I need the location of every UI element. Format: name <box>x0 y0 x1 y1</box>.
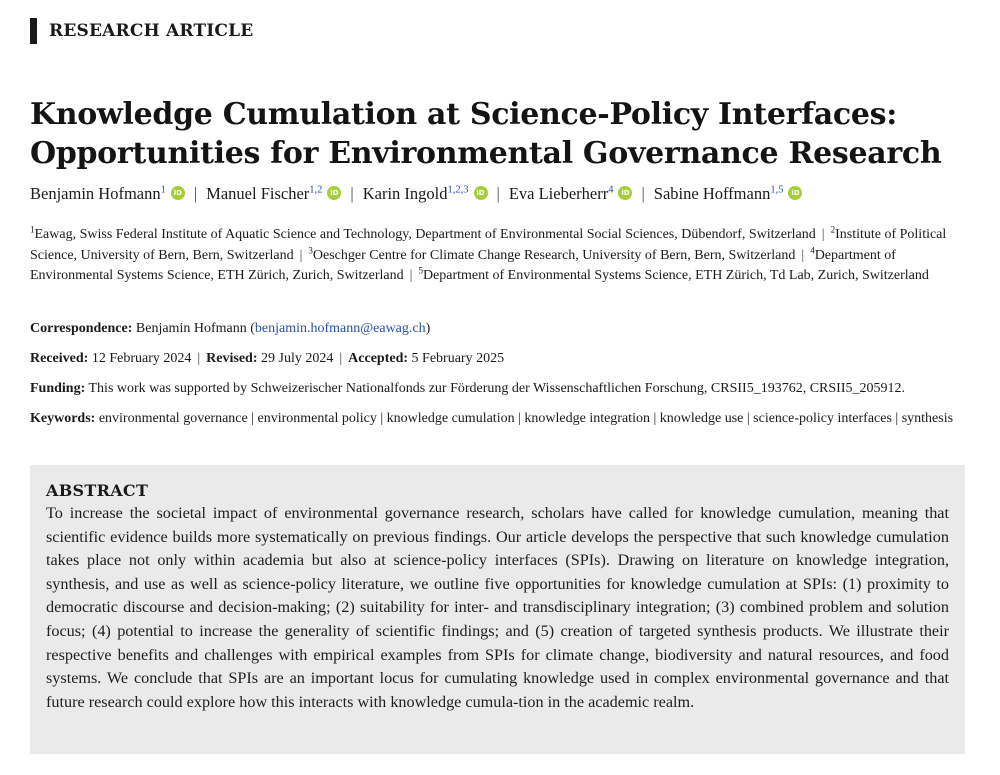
orcid-icon[interactable]: iD <box>474 186 488 200</box>
funding <box>30 379 975 399</box>
author-name[interactable]: Sabine Hoffmann <box>653 184 771 203</box>
revised-date: 29 July 2024 <box>261 351 334 366</box>
author-separator: | <box>496 184 500 203</box>
keywords-text: environmental governance | environmental policy | knowledge cumulation | knowledge integration | knowledge use | science-policy interfaces | synthesis <box>98 411 954 426</box>
author-name[interactable]: Eva Lieberherr <box>508 184 609 203</box>
author-1[interactable] <box>30 184 185 203</box>
author-list <box>30 183 980 205</box>
funding-text: This work was supported by Schweizerischer Nationalfonds zur Förderung der Wissenschaftlichen Forschung, CRSII5_193762, CRSII5_205912. <box>88 381 905 396</box>
author-affil-sup[interactable]: 1,5 <box>770 184 784 196</box>
orcid-icon[interactable]: iD <box>788 186 802 200</box>
affil-sup: 3 <box>308 244 313 255</box>
affil-sup: 5 <box>418 265 423 276</box>
revised-label: Revised: <box>206 351 258 366</box>
orcid-icon[interactable]: iD <box>618 186 632 200</box>
author-name[interactable]: Benjamin Hofmann <box>30 184 161 203</box>
title-line-1: Knowledge Cumulation at Science-Policy Interfaces: <box>30 97 898 132</box>
abstract-heading: ABSTRACT <box>46 481 149 500</box>
affiliation-5: Department of Environmental Systems Science, ETH Zürich, Td Lab, Zurich, Switzerland <box>422 268 929 283</box>
correspondence-email-link[interactable]: benjamin.hofmann@eawag.ch <box>254 321 426 336</box>
author-affil-sup[interactable]: 1 <box>160 184 166 196</box>
affiliation-3: Oeschger Centre for Climate Change Research, University of Bern, Bern, Switzerland <box>312 247 796 263</box>
correspondence <box>30 319 975 339</box>
keywords <box>30 409 975 428</box>
accepted-date: 5 February 2025 <box>411 351 505 366</box>
received-date: 12 February 2024 <box>91 351 192 366</box>
funding-label: Funding: <box>30 381 86 396</box>
keywords-label: Keywords: <box>30 411 96 426</box>
section-bar <box>30 18 37 44</box>
author-separator: | <box>641 184 645 203</box>
dates-line <box>30 349 975 369</box>
orcid-icon[interactable]: iD <box>171 186 185 200</box>
author-affil-sup[interactable]: 4 <box>608 184 614 196</box>
affil-separator: | <box>801 247 805 263</box>
author-3[interactable] <box>363 184 488 203</box>
author-separator: | <box>193 184 198 203</box>
abstract-body: To increase the societal impact of environmental governance research, scholars have called for knowledge cumulation, meaning that scientific evidence builds more systematically on previous findings. Our article develops the perspective that such knowledge cumulation takes place not only within academia but also at science-policy interfaces (SPIs). Drawing on literature on knowledge integration, synthesis, and use as well as science-policy literature, we outline five opportunities for knowledge cumulation at SPIs: (1) proximity to democratic discourse and decision-making; (2) suitability for inter- and transdisciplinary integration; (3) combined problem and solution focus; (4) potential to increase the generality of scientific findings; and (5) creation of targeted synthesis products. We illustrate their respective benefits and challenges with empirical examples from SPIs for climate change, biodiversity and natural resources, and food systems. We conclude that SPIs are an important locus for cumulating knowledge used in complex environmental governance and that future research could explore how this interacts with knowledge cumula-tion in the academic realm. <box>46 504 949 711</box>
author-name[interactable]: Manuel Fischer <box>206 184 310 203</box>
author-affil-sup[interactable]: 1,2,3 <box>447 184 469 196</box>
affil-separator: | <box>409 268 413 283</box>
section-label <box>30 18 253 44</box>
article-title <box>30 95 980 173</box>
author-affil-sup[interactable]: 1,2 <box>309 184 323 196</box>
date-separator: | <box>197 351 201 366</box>
author-name[interactable]: Karin Ingold <box>362 184 448 203</box>
abstract-box <box>30 465 965 754</box>
affil-sup: 4 <box>810 244 815 255</box>
correspondence-close: ) <box>425 321 431 336</box>
author-2[interactable] <box>206 184 341 203</box>
affil-sup: 1 <box>30 224 35 235</box>
correspondence-name: Benjamin Hofmann ( <box>135 321 255 336</box>
affiliation-2: Institute of Political Science, University of Bern, Bern, Switzerland <box>30 227 947 263</box>
author-5[interactable] <box>654 184 803 203</box>
author-separator: | <box>350 184 354 203</box>
title-line-2: Opportunities for Environmental Governance Research <box>30 136 942 171</box>
section-label-text: RESEARCH ARTICLE <box>49 21 254 41</box>
affiliation-1: Eawag, Swiss Federal Institute of Aquatic Science and Technology, Department of Environmental Social Sciences, Dübendorf, Switzerland <box>34 227 816 242</box>
orcid-icon[interactable]: iD <box>327 186 341 200</box>
date-separator: | <box>339 351 343 366</box>
affil-separator: | <box>299 247 303 263</box>
correspondence-label: Correspondence: <box>30 321 133 336</box>
author-4[interactable] <box>509 184 633 203</box>
affil-separator: | <box>821 227 825 242</box>
accepted-label: Accepted: <box>348 351 409 366</box>
affiliations <box>30 225 975 287</box>
affiliation-4: Department of Environmental Systems Science, ETH Zürich, Zurich, Switzerland <box>30 247 896 283</box>
received-label: Received: <box>30 351 89 366</box>
affil-sup: 2 <box>830 224 836 235</box>
